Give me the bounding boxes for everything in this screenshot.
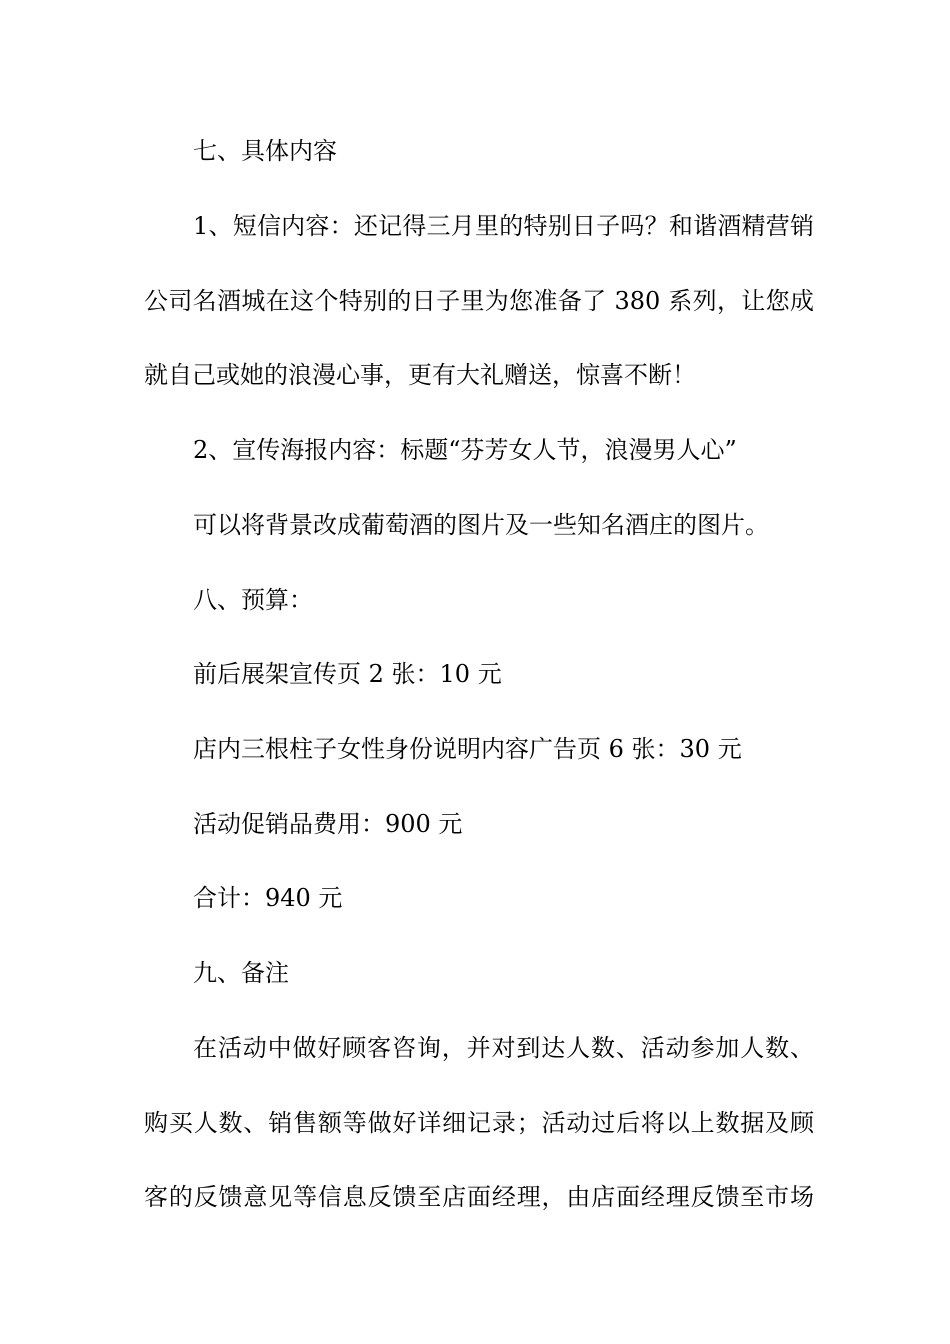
heading-section-8: 八、预算： — [193, 586, 313, 614]
paragraph-line: 可以将背景改成葡萄酒的图片及一些知名酒庄的图片。 — [193, 511, 769, 539]
budget-item: 前后展架宣传页 2 张：10 元 — [193, 660, 502, 688]
paragraph-line: 客的反馈意见等信息反馈至店面经理，由店面经理反馈至市场 — [144, 1183, 814, 1211]
paragraph-line: 公司名酒城在这个特别的日子里为您准备了 380 系列，让您成 — [144, 287, 814, 315]
budget-item: 店内三根柱子女性身份说明内容广告页 6 张：30 元 — [193, 735, 742, 763]
budget-total: 合计：940 元 — [193, 884, 343, 912]
budget-item: 活动促销品费用：900 元 — [193, 810, 463, 838]
paragraph-line: 2、宣传海报内容：标题“芬芳女人节，浪漫男人心” — [193, 436, 737, 464]
paragraph-line: 购买人数、销售额等做好详细记录；活动过后将以上数据及顾 — [144, 1109, 814, 1137]
paragraph-line: 在活动中做好顾客咨询，并对到达人数、活动参加人数、 — [193, 1034, 814, 1062]
heading-section-9: 九、备注 — [193, 959, 289, 987]
heading-section-7: 七、具体内容 — [193, 137, 337, 165]
paragraph-line: 1、短信内容：还记得三月里的特别日子吗？和谐酒精营销 — [193, 212, 814, 240]
paragraph-line: 就自己或她的浪漫心事，更有大礼赠送，惊喜不断！ — [144, 361, 696, 389]
